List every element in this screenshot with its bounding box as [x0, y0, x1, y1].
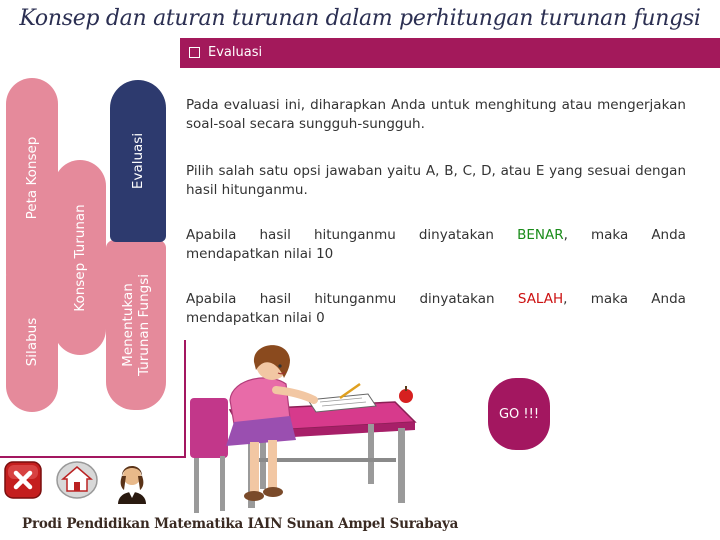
tab-peta-konsep-label: Peta Konsep: [24, 136, 40, 220]
footer-institution: Prodi Pendidikan Matematika IAIN Sunan Ampel Surabaya: [22, 516, 459, 532]
benar-word: Apabila: [186, 227, 237, 243]
close-icon[interactable]: [3, 460, 43, 500]
salah-line1: [186, 290, 686, 309]
tab-peta-konsep[interactable]: [6, 78, 58, 278]
benar-word: maka: [590, 227, 629, 243]
intro-paragraph: Pada evaluasi ini, diharapkan Anda untuk menghitung atau mengerjakan soal-soal secara sungguh-sungguh.: [186, 97, 686, 132]
tab-konsep-turunan-label: Konsep Turunan: [72, 203, 88, 312]
section-header-label: Evaluasi: [208, 45, 263, 60]
salah-word: Anda: [651, 291, 686, 307]
tab-silabus-label: Silabus: [24, 317, 40, 367]
frame-divider-vertical: [184, 340, 186, 458]
checkbox-bullet-icon: [189, 47, 200, 58]
instruction-paragraph: Pilih salah satu opsi jawaban yaitu A, B, C, D, atau E yang sesuai dengan hasil hitunganmu.: [186, 163, 686, 198]
tab-evaluasi-label: Evaluasi: [130, 132, 146, 190]
benar-line1: [186, 226, 686, 245]
tab-evaluasi[interactable]: [110, 80, 166, 242]
salah-word: dinyatakan: [419, 291, 495, 307]
benar-word: dinyatakan: [418, 227, 494, 243]
salah-word: hasil: [259, 291, 292, 307]
tab-menentukan-line2: Turunan Fungsi: [136, 273, 152, 377]
student-studying-illustration: [190, 338, 460, 518]
benar-keyword: BENAR: [517, 227, 564, 243]
benar-paragraph: [186, 226, 686, 264]
frame-divider-horizontal: [0, 456, 186, 458]
tab-silabus[interactable]: [6, 272, 58, 412]
tab-menentukan-line1: Menentukan: [120, 283, 136, 367]
tab-menentukan-label: [120, 274, 152, 376]
benar-word: hasil: [259, 227, 291, 243]
go-button[interactable]: GO !!!: [488, 378, 550, 450]
person-icon[interactable]: [112, 460, 152, 500]
salah-keyword-group: SALAH,: [517, 291, 568, 307]
benar-word: hitunganmu: [313, 227, 396, 243]
tab-menentukan-turunan-fungsi[interactable]: [106, 240, 166, 410]
benar-keyword-group: BENAR,: [517, 227, 568, 243]
salah-keyword: SALAH: [517, 291, 564, 307]
page-title: Konsep dan aturan turunan dalam perhitungan turunan fungsi: [19, 6, 701, 31]
home-icon[interactable]: [55, 460, 95, 500]
salah-word: Apabila: [186, 291, 237, 307]
tab-konsep-turunan[interactable]: [54, 160, 106, 355]
benar-word: Anda: [651, 227, 686, 243]
salah-line2: mendapatkan nilai 0: [186, 310, 325, 326]
salah-word: hitunganmu: [314, 291, 397, 307]
salah-paragraph: [186, 290, 686, 328]
benar-line2: mendapatkan nilai 10: [186, 246, 334, 262]
section-header: [180, 38, 720, 68]
salah-word: maka: [590, 291, 629, 307]
